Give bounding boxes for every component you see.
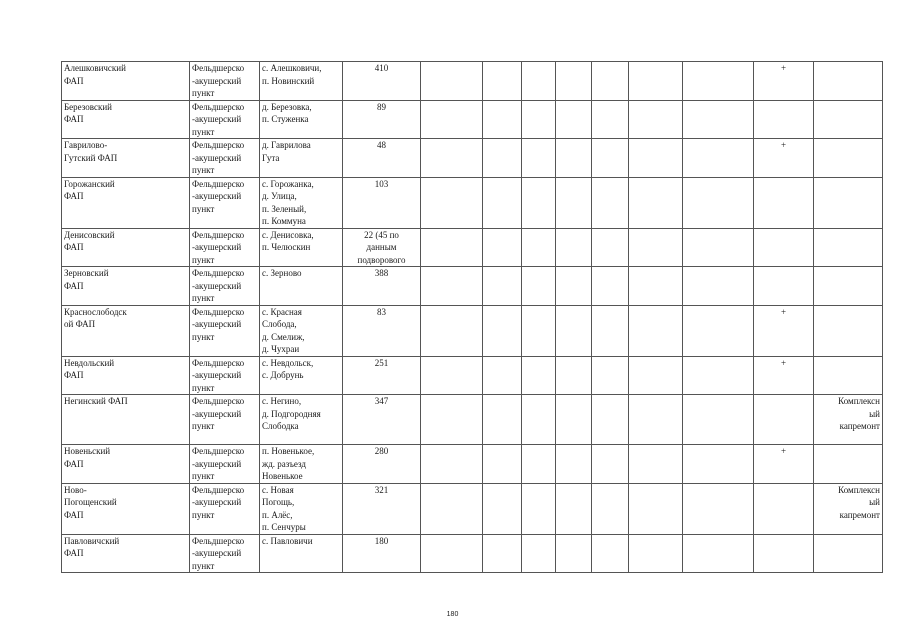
population-cell-text: 347 [374,396,389,406]
facilities-table [61,61,883,573]
empty-cell [421,483,483,534]
mark-cell [754,395,814,445]
table-row [62,483,883,534]
table-row [62,534,883,573]
note-cell [814,177,883,228]
population-cell-text: 280 [374,446,389,456]
mark-cell [754,100,814,139]
facility-type-cell [190,445,260,484]
empty-cell [483,62,522,101]
mark-cell [754,305,814,356]
population-cell [343,534,421,573]
empty-cell [421,395,483,445]
note-cell [814,534,883,573]
settlements-cell [260,445,343,484]
population-cell-text: 180 [374,535,389,546]
population-cell [343,483,421,534]
settlements-cell-text: с. Негино, д. Подгородняя Слободка [262,396,321,431]
empty-cell [522,534,556,573]
empty-cell [421,228,483,267]
settlements-cell [260,305,343,356]
empty-cell [483,177,522,228]
settlements-cell [260,267,343,306]
empty-cell [522,62,556,101]
empty-cell [522,305,556,356]
note-cell [814,139,883,178]
facility-type-cell [190,534,260,573]
table-row [62,177,883,228]
mark-cell [754,534,814,573]
facility-type-cell-text: Фельдшерско -акушерский пункт [192,63,245,98]
population-cell [343,305,421,356]
facility-name-cell [62,228,190,267]
empty-cell [683,100,754,139]
mark-cell [754,177,814,228]
empty-cell [592,483,629,534]
facility-name-cell-text: Новеньский ФАП [64,446,111,469]
mark-cell-text: + [780,306,787,317]
settlements-cell-text: с. Новая Погощь, п. Алёс, п. Сенчуры [262,484,306,532]
empty-cell [592,100,629,139]
facility-name-cell [62,100,190,139]
table-row [62,356,883,395]
facility-type-cell-text: Фельдшерско -акушерский пункт [192,357,245,393]
empty-cell [556,305,592,356]
mark-cell [754,267,814,306]
empty-cell [629,267,683,306]
population-cell [343,228,421,267]
mark-cell-text: + [780,63,787,73]
empty-cell [421,100,483,139]
facility-name-cell-text: Краснослободск ой ФАП [64,306,127,329]
settlements-cell-text: с. Павловичи [262,535,313,546]
empty-cell [629,177,683,228]
settlements-cell [260,228,343,267]
settlements-cell [260,395,343,445]
facility-name-cell [62,305,190,356]
population-cell-text: 89 [377,101,386,112]
empty-cell [629,62,683,101]
empty-cell [592,356,629,395]
empty-cell [421,356,483,395]
facility-type-cell [190,177,260,228]
facility-name-cell [62,534,190,573]
settlements-cell [260,177,343,228]
facility-name-cell-text: Зерновский ФАП [64,268,109,291]
empty-cell [522,483,556,534]
empty-cell [483,445,522,484]
empty-cell [592,228,629,267]
mark-cell [754,483,814,534]
empty-cell [421,177,483,228]
settlements-cell [260,139,343,178]
empty-cell [683,305,754,356]
empty-cell [629,483,683,534]
note-cell [814,100,883,139]
empty-cell [629,305,683,356]
facility-name-cell-text: Гаврилово- Гутский ФАП [64,140,118,163]
settlements-cell [260,534,343,573]
population-cell-text: 251 [374,357,389,368]
empty-cell [556,356,592,395]
empty-cell [683,139,754,178]
facility-type-cell-text: Фельдшерско -акушерский пункт [192,396,245,431]
population-cell [343,356,421,395]
table-row [62,305,883,356]
facility-type-cell [190,305,260,356]
empty-cell [556,445,592,484]
facility-name-cell-text: Алешковичский ФАП [64,63,126,86]
table-row [62,267,883,306]
empty-cell [522,100,556,139]
empty-cell [629,445,683,484]
mark-cell [754,356,814,395]
empty-cell [592,395,629,445]
empty-cell [556,100,592,139]
settlements-cell-text: с. Зерново [262,268,302,278]
settlements-cell [260,356,343,395]
empty-cell [522,356,556,395]
empty-cell [483,356,522,395]
note-cell [814,395,883,445]
empty-cell [556,139,592,178]
empty-cell [592,267,629,306]
empty-cell [683,356,754,395]
mark-cell [754,139,814,178]
table-row [62,139,883,178]
empty-cell [522,445,556,484]
empty-cell [421,445,483,484]
note-cell [814,62,883,101]
facility-type-cell [190,228,260,267]
note-cell [814,228,883,267]
empty-cell [629,228,683,267]
settlements-cell-text: д. Березовка, п. Стуженка [262,101,312,124]
empty-cell [421,267,483,306]
empty-cell [629,395,683,445]
facility-name-cell [62,445,190,484]
facility-type-cell [190,139,260,178]
empty-cell [592,139,629,178]
note-cell [814,305,883,356]
population-cell-text: 321 [374,484,389,495]
settlements-cell-text: п. Новенькое, жд. разъезд Новенькое [262,446,315,481]
mark-cell-text: + [780,446,787,456]
population-cell [343,445,421,484]
settlements-cell-text: с. Красная Слобода, д. Смелиж, д. Чухраи [262,306,305,354]
empty-cell [592,62,629,101]
facility-name-cell [62,62,190,101]
note-cell [814,267,883,306]
facility-type-cell-text: Фельдшерско -акушерский пункт [192,101,245,137]
facility-type-cell-text: Фельдшерско -акушерский пункт [192,140,245,175]
empty-cell [556,62,592,101]
settlements-cell-text: с. Денисовка, п. Челюскин [262,229,314,252]
mark-cell-text: + [780,140,787,150]
population-cell-text: 22 (45 по данным подворового [357,229,406,265]
empty-cell [483,228,522,267]
settlements-cell-text: с. Алешковичи, п. Новинский [262,63,322,86]
mark-cell [754,445,814,484]
settlements-cell [260,483,343,534]
facility-name-cell [62,177,190,228]
empty-cell [556,267,592,306]
table-row [62,100,883,139]
page-number: 180 [446,611,459,618]
population-cell-text: 103 [374,178,389,189]
empty-cell [683,395,754,445]
facility-name-cell [62,267,190,306]
empty-cell [483,267,522,306]
empty-cell [629,139,683,178]
facility-type-cell [190,395,260,445]
empty-cell [556,483,592,534]
facility-name-cell-text: Невдольский ФАП [64,357,115,380]
empty-cell [522,395,556,445]
population-cell [343,395,421,445]
empty-cell [683,62,754,101]
population-cell [343,177,421,228]
empty-cell [421,139,483,178]
empty-cell [683,177,754,228]
facility-name-cell [62,139,190,178]
settlements-cell-text: с. Невдольск, с. Добрунь [262,357,314,380]
facility-type-cell [190,483,260,534]
empty-cell [592,445,629,484]
population-cell-text: 388 [374,268,389,278]
table-row [62,395,883,445]
note-cell-text: Комплексн ый капремонт [838,484,880,520]
empty-cell [556,177,592,228]
empty-cell [483,100,522,139]
empty-cell [522,139,556,178]
population-cell [343,139,421,178]
settlements-cell [260,100,343,139]
population-cell [343,62,421,101]
table-row [62,228,883,267]
note-cell [814,445,883,484]
empty-cell [522,228,556,267]
facility-name-cell-text: Горожанский ФАП [64,178,115,201]
note-cell-text: Комплексн ый капремонт [838,396,880,431]
settlements-cell-text: д. Гаврилова Гута [262,140,311,163]
population-cell-text: 410 [374,63,389,73]
facility-type-cell [190,62,260,101]
table-row [62,62,883,101]
note-cell [814,483,883,534]
empty-cell [683,228,754,267]
note-cell [814,356,883,395]
population-cell-text: 83 [377,306,386,317]
population-cell-text: 48 [377,140,386,150]
empty-cell [556,534,592,573]
facility-type-cell-text: Фельдшерско -акушерский пункт [192,306,245,342]
table-row [62,445,883,484]
facility-type-cell-text: Фельдшерско -акушерский пункт [192,484,245,520]
facility-name-cell [62,395,190,445]
facility-type-cell-text: Фельдшерско -акушерский пункт [192,229,245,265]
empty-cell [483,483,522,534]
facility-type-cell-text: Фельдшерско -акушерский пункт [192,178,245,214]
empty-cell [421,534,483,573]
facility-type-cell-text: Фельдшерско -акушерский пункт [192,535,245,571]
empty-cell [556,395,592,445]
settlements-cell-text: с. Горожанка, д. Улица, п. Зеленый, п. Коммуна [262,178,314,226]
facility-name-cell-text: Ново- Погощенский ФАП [64,484,117,520]
empty-cell [629,356,683,395]
empty-cell [421,305,483,356]
empty-cell [592,177,629,228]
empty-cell [556,228,592,267]
empty-cell [683,445,754,484]
facility-name-cell-text: Негинский ФАП [64,396,128,406]
empty-cell [683,483,754,534]
facility-name-cell [62,356,190,395]
empty-cell [522,177,556,228]
facility-name-cell-text: Березовский ФАП [64,101,112,124]
empty-cell [421,62,483,101]
facility-type-cell-text: Фельдшерско -акушерский пункт [192,268,245,303]
mark-cell-text: + [780,357,787,368]
empty-cell [483,139,522,178]
empty-cell [522,267,556,306]
facility-name-cell-text: Павловичский ФАП [64,535,120,558]
empty-cell [592,534,629,573]
facility-type-cell [190,356,260,395]
facility-type-cell [190,100,260,139]
population-cell [343,100,421,139]
mark-cell [754,228,814,267]
population-cell [343,267,421,306]
empty-cell [629,100,683,139]
empty-cell [483,305,522,356]
mark-cell [754,62,814,101]
facility-type-cell [190,267,260,306]
empty-cell [592,305,629,356]
empty-cell [629,534,683,573]
facility-name-cell-text: Денисовский ФАП [64,229,115,252]
facility-type-cell-text: Фельдшерско -акушерский пункт [192,446,245,481]
empty-cell [483,534,522,573]
empty-cell [683,267,754,306]
facility-name-cell [62,483,190,534]
empty-cell [483,395,522,445]
settlements-cell [260,62,343,101]
empty-cell [683,534,754,573]
